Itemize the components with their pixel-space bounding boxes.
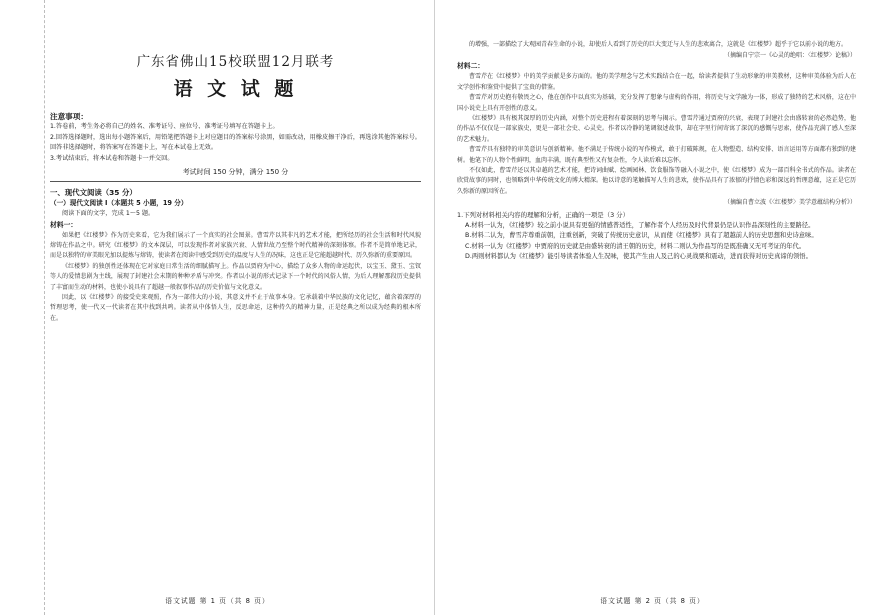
notice-item-3: 3.考试结束后，将本试卷和答题卡一并交回。 [50, 154, 174, 162]
question-1-stem: 1.下列对材料相关内容的理解和分析，正确的一项是（3 分） [457, 211, 629, 220]
question-1-option-c: C.材料一认为《红楼梦》中贾府的历史就是由盛转衰的清王朝的历史，材料二则认为作品写的是既准确又无可考证的年代。 [465, 242, 806, 250]
question-1-option-b: B.材料二认为，曹雪芹尊重前朝，注重创新，突破了传统历史意识，从而使《红楼梦》具有了超越前人的历史思想和史诗意味。 [465, 232, 818, 240]
exam-title: 广东省佛山15校联盟12月联考 [136, 54, 335, 70]
material-two-paragraph-5: 不仅如此，曹雪芹还以其卓越的艺术才能，把诗词曲赋、绘画园林、饮食服饰等融入小说之中，使《红楼梦》成为一部百科全书式的作品。读者在欣赏故事的同时，也领略到中华传统文化的博大精深。他以诗意的笔触描写人生的悲欢，使作品具有了浓郁的抒情色彩和深远的哲理意蕴，这正是它历久弥新的原因所在。 [457, 167, 856, 195]
right-page-footer: 语文试题 第 2 页（共 8 页） [600, 597, 705, 605]
notice-item-2: 2.回答选择题时，选出每小题答案后，用铅笔把答题卡上对应题目的答案标号涂黑，如需改动，用橡皮擦干净后，再选涂其他答案标号。回答非选择题时，将答案写在答题卡上，写在本试卷上无效。 [50, 133, 421, 151]
question-1-option-d: D.两则材料都认为《红楼梦》能引导读者体验人生况味，使其产生由人及己的心灵战栗和震动，进而获得对历史真谛的领悟。 [465, 253, 812, 261]
material-two-source: （摘编自曹立波《〈红楼梦〉美学意蕴结构分析》） [723, 199, 856, 207]
notice-heading: 注意事项： [50, 112, 88, 121]
material-two-paragraph-2: 曹雪芹对历史抱有敬畏之心，他在创作中以真实为基础，充分发挥了想象与虚构的作用，将历史与文学融为一体，形成了独特的艺术风格，这在中国小说史上具有开创性的意义。 [457, 94, 856, 112]
right-page [435, 0, 870, 615]
section-separator [50, 181, 421, 182]
material-one-paragraph-3: 因此，以《红楼梦》的接受史来观照，作为一部伟大的小说，其意义并不止于故事本身。它承载着中华民族的文化记忆，蕴含着深厚的哲理思考，使一代又一代读者在其中找到共鸣。读者从中体悟人生，反思命运，这种持久的精神力量，正是经典之所以成为经典的根本所在。 [50, 293, 421, 322]
right-top-spacer [457, 0, 856, 40]
material-two-paragraph-3: 《红楼梦》具有极其深厚的历史内涵，对整个历史进程有着深刻的思考与揭示。曹雪芹通过贾府的兴衰，表现了封建社会由盛转衰的必然趋势，他的作品不仅仅是一部家族史，更是一部社会史、心灵史。作者以冷静的笔调叙述故事，却在字里行间寄寓了深沉的感慨与思索，使作品充满了感人至深的艺术魅力。 [457, 115, 856, 143]
question-1-option-a: A.材料一认为，《红楼梦》较之前小说具有更强的情感普适性，了解作者个人经历及时代背景仍是认识作品深刻性的主要路径。 [465, 221, 815, 229]
material-two-paragraph-4: 曹雪芹具有独特的审美意识与创新精神。他不满足于传统小说的写作模式，敢于打破陈规，在人物塑造、结构安排、语言运用等方面都有独到的建树。他笔下的人物个性鲜明，血肉丰满，既有典型性又有复杂性，令人读后难以忘怀。 [457, 146, 856, 164]
subsection-heading: （一）现代文阅读 I（本题共 5 小题，19 分） [50, 199, 188, 207]
material-one-source: （摘编自宁宗一《心灵的绝唱：〈红楼梦〉论稿》） [723, 52, 856, 60]
material-one-continued: 的增强，一部描绘了大观园青春生命的小说，却使后人看到了历史的巨大变迁与人生的悲欢离合，这就是《红楼梦》超乎于它以前小说的地方。 [469, 41, 848, 48]
material-two-paragraph-1: 曹雪芹在《红楼梦》中的美学贡献是多方面的。他的美学理念与艺术实践结合在一起，给读者提供了生动形象的审美教材，这种审美体验为后人在文学创作和鉴赏中提供了宝贵的借鉴。 [457, 73, 856, 91]
notice-item-1: 1.答卷前，考生务必将自己的姓名、准考证号、座位号、准考证号填写在答题卡上。 [50, 123, 279, 130]
section-heading: 一、现代文阅读（35 分） [50, 188, 137, 197]
left-page-footer: 语文试题 第 1 页（共 8 页） [165, 597, 270, 605]
material-one-paragraph-2: 《红楼梦》的独创性还体现在它对家庭日常生活的细腻描写上。作品以贾府为中心，描绘了众多人物的命运起伏，以宝玉、黛玉、宝钗等人的爱情悲剧为主线，展现了封建社会末期的种种矛盾与冲突。作者以小说的形式记录下一个时代的风俗人情，为后人理解那段历史提供了丰富而生动的材料，也使小说具有了超越一般叙事作品的历史价值与文化意义。 [50, 262, 421, 291]
material-one-paragraph-1: 如果把《红楼梦》作为历史来看，它为我们展示了一个真实的社会图景。曹雪芹以其非凡的艺术才能，把所经历的社会生活和时代风貌熔铸在作品之中。研究《红楼梦》的文本深层，可以发现作者对家族兴衰、人情世故乃至整个时代精神的深刻体察。作者不是简单地记录，而是以独特的审美眼光加以提炼与熔铸，使读者在阅读中感受到历史的温度与人生的况味，这也正是它能超越时代、历久弥新的重要原因。 [50, 231, 421, 260]
exam-time-score: 考试时间 150 分钟，满分 150 分 [182, 168, 289, 176]
subject-title: 语 文 试 题 [173, 78, 298, 100]
reading-instruction: 阅读下面的文字，完成 1～5 题。 [62, 210, 155, 217]
material-one-heading: 材料一： [50, 220, 78, 229]
material-two-heading: 材料二： [457, 62, 485, 71]
